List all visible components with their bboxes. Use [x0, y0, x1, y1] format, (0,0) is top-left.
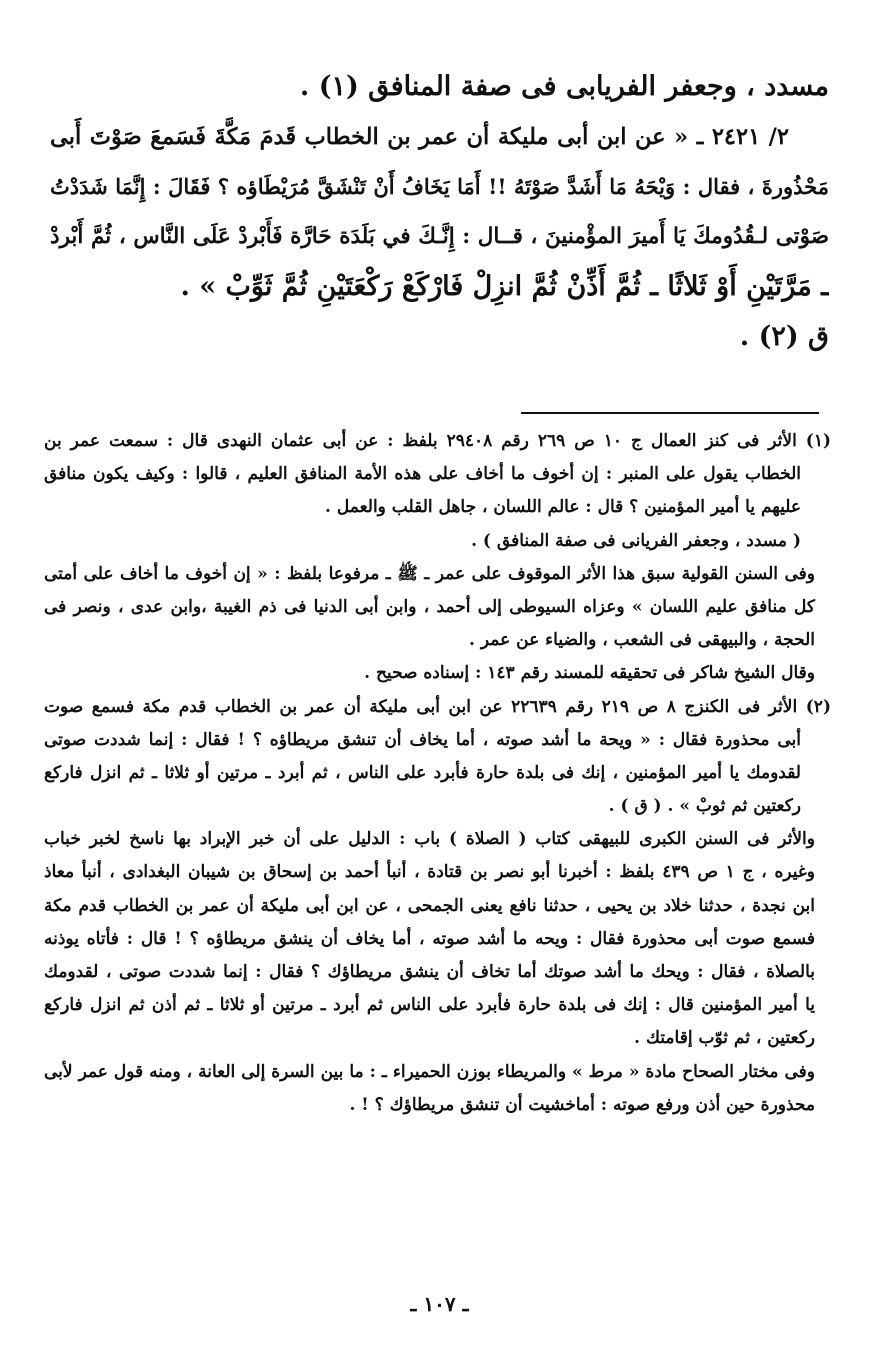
footnote-line: وفى السنن القولية سبق هذا الأثر الموقوف على عمر ـ ﷺ ـ مرفوعا بلفظ : « إن أخوف ما أخاف على أمتى	[44, 563, 815, 584]
footnote-line: بالصلاة ، فقال : ويحك ما أشد صوتك أما تخاف أن ينشق مريطاؤك ؟ فقال : إنما شددت صوتى ، لقدومك	[44, 962, 815, 982]
footnote-1-start: (١) الأثر فى كنز العمال ج ١٠ ص ٢٦٩ رقم ٢٩٤٠٨ بلفظ : عن أبى عثمان النهدى قال : سمعت عمر بن	[44, 431, 831, 451]
footnote-line: الحجة ، والبيهقى فى الشعب ، والضياء عن عمر .	[469, 630, 815, 651]
footnote-line: أبى محذورة فقال : « ويحة ما أشد صوته ، أما يخاف أن تنشق مريطاؤه ؟ ! فقال : إنما شددت صوتى	[44, 729, 801, 750]
footnote-2-start: (٢) الأثر فى الكنزج ٨ ص ٢١٩ رقم ٢٢٦٣٩ عن ابن أبى مليكة أن عمر بن الخطاب قدم مكة فسمع صوت	[44, 696, 831, 717]
footnote-line: الخطاب يقول على المنبر : إن أخوف ما أخاف على هذه الأمة المنافق العليم ، قالوا : وكيف يكون منافق	[44, 464, 801, 485]
main-line: مَحْذُورةَ ، فقال : وَيْحَهُ مَا أَشَدَّ صَوْتَهُ !! أَمَا يَخَافُ أَنْ تَنْشَقَّ مُرَيْطَاؤه ؟ فَقَالَ : إِنَّمَا شَدَدْتُ	[50, 174, 829, 199]
footnote-line: محذورة حين أذن ورفع صوته : أماخشيت أن تنشق مريطاؤك ؟ ! .	[349, 1094, 815, 1115]
footnote-line: لقدومك يا أمير المؤمنين ، إنك فى بلدة حارة فأبرد على الناس ، ثم أبرد ـ مرتين أو ثلاثا ـ ثم انزل فاركع	[44, 762, 801, 783]
footnote-line: والأثر فى السنن الكبرى للبيهقى كتاب ( الصلاة ) باب : الدليل على أن خبر الإبراد بها ناسخ لخبر خباب	[44, 829, 815, 850]
footnote-line: ابن نجدة ، حدثنا خلاد بن يحيى ، حدثنا نافع يعنى الجمحى ، عن ابن أبى مليكة أن عمر بن الخطاب قدم مكة	[44, 895, 815, 916]
footnote-line: وغيره ، ج ١ ص ٤٣٩ بلفظ : أخبرنا أبو نصر بن قتادة ، أنبأ أحمد بن إسحاق بن شيبان البغدادى ، أنبأ معاذ	[44, 862, 816, 883]
page-number: ـ ١٠٧ ـ	[410, 1292, 469, 1316]
footnote-line: ركعتين ، ثم ثوّب إقامتك .	[634, 1028, 815, 1049]
footnote-line: وفى مختار الصحاح مادة « مرط » والمريطاء بوزن الحميراء ـ : ما بين السرة إلى العانة ، ومنه قول عمر لأبى	[44, 1061, 815, 1082]
main-line: صَوْتى لـقُدُومكَ يَا أَميرَ المؤْمنينَ ، قــال : إِنَّـكَ في بَلَدَة حَارَّة فَأَبْردْ عَلَى النَّاس ، ثُمَّ أَبْردْ	[50, 224, 829, 249]
footnote-separator	[521, 412, 819, 414]
footnote-line: فسمع صوت أبى محذورة فقال : ويحه ما أشد صوته ، أما يخاف أن ينشق مريطاؤه ؟ ! قال : فأتاه يوذنه	[44, 928, 815, 949]
footnote-line: يا أمير المؤمنين قال : إنك فى بلدة حارة فأبرد على الناس ثم أبرد ـ مرتين أو ثلاثا ـ ثم أذن ثم انزل فاركع	[44, 995, 815, 1016]
footnote-line: ركعتين ثم ثوبْ » . ( ق ) .	[608, 796, 801, 817]
footnote-line: وقال الشيخ شاكر فى تحقيقه للمسند رقم ١٤٣ : إسناده صحيح .	[364, 663, 815, 684]
main-text	[50, 62, 829, 362]
source-marker: ق (٢) .	[739, 321, 829, 352]
hadith-number-line: ٢/ ٢٤٢١ ـ « عن ابن أبى مليكة أن عمر بن الخطاب قَدمَ مَكَّةَ فَسَمعَ صَوْتَ أَبى	[50, 124, 789, 150]
main-line: مسدد ، وجعفر الفريابى فى صفة المنافق (١) .	[299, 71, 829, 102]
main-line: ـ مَرَّتَيْنِ أَوْ ثَلاثًا ـ ثُمَّ أَذِّنْ ثُمَّ انزِلْ فَارْكَعْ رَكْعَتَيْنِ ثُمَّ ثَوِّبْ » .	[180, 271, 829, 302]
footnote-line: ( مسدد ، وجعفر الفريانى فى صفة المنافق ) .	[471, 530, 801, 551]
footnotes	[44, 425, 831, 1122]
footnote-line: كل منافق عليم اللسان » وعزاه السيوطى إلى أحمد ، وابن أبى الدنيا فى ذم الغيبة ،وابن عدى ، ونصر فى	[44, 596, 815, 617]
footnote-line: عليهم يا أمير المؤمنين ؟ قال : عالم اللسان ، جاهل القلب والعمل .	[325, 497, 801, 518]
